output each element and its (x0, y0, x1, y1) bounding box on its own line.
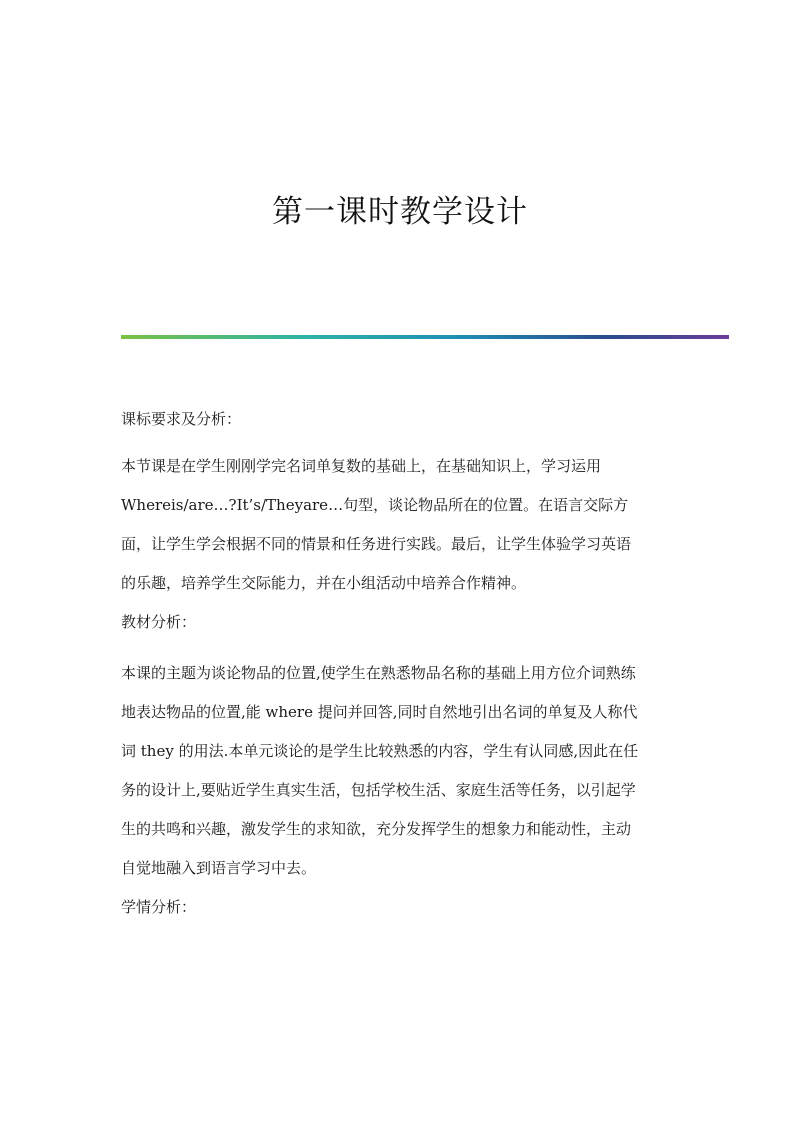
paragraph-line: 本节课是在学生刚刚学完名词单复数的基础上，在基础知识上，学习运用 (121, 457, 602, 475)
paragraph-line: Whereis/are…?It’s/Theyare…句型，谈论物品所在的位置。在语言交际方 (121, 496, 629, 514)
page-title: 第一课时教学设计 (272, 194, 528, 230)
paragraph-line: 生的共鸣和兴趣，激发学生的求知欲，充分发挥学生的想象力和能动性，主动 (121, 820, 632, 838)
section-heading: 课标要求及分析： (121, 410, 242, 428)
paragraph-line: 地表达物品的位置,能 where 提问并回答,同时自然地引出名词的单复及人称代 (121, 703, 638, 721)
section-curriculum (121, 404, 681, 603)
paragraph-line: 务的设计上,要贴近学生真实生活，包括学校生活、家庭生活等任务，以引起学 (121, 781, 636, 799)
paragraph-line: 面，让学生学会根据不同的情景和任务进行实践。最后，让学生体验学习英语 (121, 535, 632, 553)
section-textbook (121, 603, 681, 888)
gradient-divider (121, 335, 729, 339)
section-learners (121, 888, 681, 927)
section-heading: 学情分析： (121, 898, 197, 916)
paragraph-line: 自觉地融入到语言学习中去。 (121, 859, 317, 877)
paragraph-line: 词 they 的用法.本单元谈论的是学生比较熟悉的内容，学生有认同感,因此在任 (121, 742, 639, 760)
document-body (121, 404, 681, 927)
section-heading: 教材分析： (121, 613, 197, 631)
paragraph-line: 本课的主题为谈论物品的位置,使学生在熟悉物品名称的基础上用方位介词熟练 (121, 664, 636, 682)
paragraph-line: 的乐趣，培养学生交际能力，并在小组活动中培养合作精神。 (121, 574, 527, 592)
